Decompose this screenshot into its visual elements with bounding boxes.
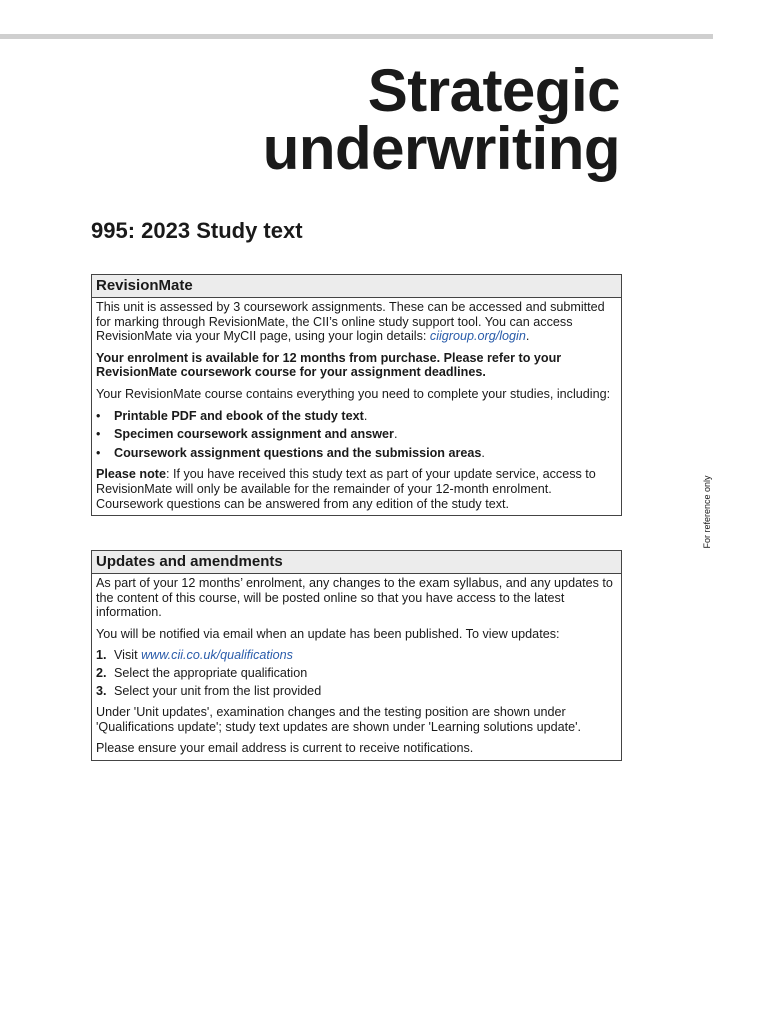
title-line-2: underwriting xyxy=(262,115,620,182)
bullet-icon: • xyxy=(96,445,101,460)
please-note xyxy=(96,467,617,511)
list-item-text: Printable PDF and ebook of the study text xyxy=(114,408,364,423)
please-note-text: : If you have received this study text as part of your update service, access to RevisionMate will only be available for the remainder of your 12-month enrolment. Coursework questions can be answered from any edition of the study text. xyxy=(96,467,596,511)
list-item xyxy=(96,446,617,461)
list-item-suffix: . xyxy=(481,445,485,460)
revisionmate-box xyxy=(91,274,622,516)
contents-intro: Your RevisionMate course contains everything you need to complete your studies, including: xyxy=(96,386,611,401)
email-note: Please ensure your email address is current to receive notifications. xyxy=(96,741,474,756)
updates-box xyxy=(91,550,622,761)
step-text: Select your unit from the list provided xyxy=(114,683,322,698)
title-line-1: Strategic xyxy=(367,57,620,124)
page-subtitle: 995: 2023 Study text xyxy=(91,218,303,243)
revisionmate-body xyxy=(92,298,621,515)
enrolment-notice: Your enrolment is available for 12 months from purchase. Please refer to your RevisionMate coursework course for your assignment deadlines. xyxy=(96,350,562,380)
qualifications-link[interactable]: www.cii.co.uk/qualifications xyxy=(141,648,293,663)
list-item-text: Specimen coursework assignment and answer xyxy=(114,427,394,442)
step-number: 3. xyxy=(96,683,107,698)
please-note-label: Please note xyxy=(96,467,166,482)
updates-body xyxy=(92,574,621,760)
step-number: 2. xyxy=(96,665,107,680)
list-item-text: Coursework assignment questions and the submission areas xyxy=(114,445,482,460)
side-note xyxy=(700,470,714,554)
revisionmate-intro-text: This unit is assessed by 3 coursework assignments. These can be accessed and submitted for marking through RevisionMate, the CII’s online study support tool. You can access RevisionMate via your MyCII page, using your login details: xyxy=(96,300,605,344)
updates-steps xyxy=(96,648,617,698)
step-number: 1. xyxy=(96,648,107,663)
revisionmate-heading: RevisionMate xyxy=(92,275,621,298)
revisionmate-intro-end: . xyxy=(525,329,530,344)
list-item xyxy=(96,409,617,424)
list-item xyxy=(96,427,617,442)
unit-updates-text: Under 'Unit updates', examination changes and the testing position are shown under 'Qualifications update'; study text updates are shown under 'Learning solutions update'. xyxy=(96,705,581,734)
revisionmate-intro xyxy=(96,300,617,344)
page-title xyxy=(262,57,620,182)
updates-notify: You will be notified via email when an update has been published. To view updates: xyxy=(96,626,560,641)
bullet-icon: • xyxy=(96,408,101,423)
list-item xyxy=(96,648,617,663)
contents-list xyxy=(96,409,617,461)
updates-intro: As part of your 12 months’ enrolment, any changes to the exam syllabus, and any updates to the content of this course, will be posted online so that you have access to the latest information. xyxy=(96,576,613,620)
bullet-icon: • xyxy=(96,427,101,442)
step-text: Select the appropriate qualification xyxy=(114,665,308,680)
login-link[interactable]: ciigroup.org/login xyxy=(429,329,526,344)
list-item xyxy=(96,684,617,699)
side-note-text: For reference only xyxy=(702,475,712,549)
list-item xyxy=(96,666,617,681)
updates-heading: Updates and amendments xyxy=(92,551,621,574)
top-divider xyxy=(0,34,713,39)
step-text: Visit xyxy=(114,648,142,663)
list-item-suffix: . xyxy=(393,427,398,442)
list-item-suffix: . xyxy=(363,408,368,423)
